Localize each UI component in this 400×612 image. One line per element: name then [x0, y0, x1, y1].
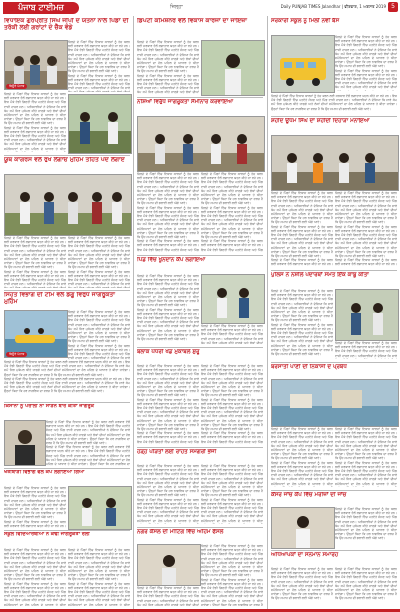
- story-headline: ਨਗਰ ਕੌਂਸਲ ਦੀ ਮੀਟਿੰਗ ਵਿੱਚ ਅਹਿਮ ਫੈਸਲੇ: [137, 529, 224, 535]
- story-body: ਜ਼ਿਲ੍ਹੇ ਦੇ ਪਿੰਡਾਂ ਵਿੱਚ ਵਿਕਾਸ ਕਾਰਜਾਂ ਨੂੰ ਤੇਜ਼ ਕਰਨ ਲਈ ਸਰਕਾਰ ਵੱਲੋਂ ਲਗਾਤਾਰ ਯਤਨ ਕੀਤੇ ਜਾ ਰਹੇ ਹਨ। ਇਸ ਮੌਕੇ ਵੱਡੀ ਗਿਣਤੀ ਵਿੱਚ ਪਤਵੰਤੇ ਸੱਜਣ ਅਤੇ ਪਿੰਡ ਵਾਸੀ ਹਾਜ਼ਰ ਸਨ। ਅਧਿਕਾਰੀਆਂ ਨੇ ਦੱਸਿਆ ਕਿ ਸਾਰੇ ਕੰਮ ਸਮੇਂ ਸਿਰ ਮੁਕੰਮਲ ਕੀਤੇ ਜਾਣਗੇ ਅਤੇ ਲੋਕਾਂ ਦੀਆਂ ਸਮੱਸਿਆਵਾਂ ਦਾ ਹੱਲ ਪਹਿਲ ਦੇ ਆਧਾਰ ਤੇ ਕੀਤਾ ਜਾਵੇਗਾ। ਉਨ੍ਹਾਂ ਕਿਹਾ ਕਿ ਹਰ ਨਾਗਰਿਕ ਦਾ ਫਰਜ਼ ਹੈ ਕਿ ਉਹ ਸਮਾਜ ਦੀ ਭਲਾਈ ਲਈ ਅੱਗੇ ਆਵੇ। ਜ਼ਿਲ੍ਹੇ ਦੇ ਪਿੰਡਾਂ ਵਿੱਚ ਵਿਕਾਸ ਕਾਰਜਾਂ ਨੂੰ ਤੇਜ਼ ਕਰਨ ਲਈ ਸਰਕਾਰ ਵੱਲੋਂ ਲਗਾਤਾਰ ਯਤਨ ਕੀਤੇ ਜਾ ਰਹੇ ਹਨ। ਇਸ ਮੌਕੇ ਵੱਡੀ ਗਿਣਤੀ ਵਿੱਚ ਪਤਵੰਤੇ ਸੱਜਣ ਅਤੇ ਪਿੰਡ ਵਾਸੀ ਹਾਜ਼ਰ ਸਨ। ਅਧਿਕਾਰੀਆਂ ਨੇ ਦੱਸਿਆ ਕਿ ਸਾਰੇ ਕੰਮ ਸਮੇਂ ਸਿਰ ਮੁਕੰਮਲ ਕੀਤੇ ਜਾਣਗੇ ਅਤੇ ਲੋਕਾਂ ਦੀਆਂ ਸਮੱਸਿਆਵਾਂ ਦਾ ਹੱਲ ਪਹਿਲ ਦੇ ਆਧਾਰ ਤੇ ਕੀਤਾ: [4, 548, 66, 606]
- story-headline: ਬਰਸਾਤੀ ਪਾਣੀ ਦੀ ਨਿਕਾਸੀ ਦੇ ਪ੍ਰਬੰਧ: [271, 364, 347, 370]
- story-body: ਜ਼ਿਲ੍ਹੇ ਦੇ ਪਿੰਡਾਂ ਵਿੱਚ ਵਿਕਾਸ ਕਾਰਜਾਂ ਨੂੰ ਤੇਜ਼ ਕਰਨ ਲਈ ਸਰਕਾਰ ਵੱਲੋਂ ਲਗਾਤਾਰ ਯਤਨ ਕੀਤੇ ਜਾ ਰਹੇ ਹਨ। ਇਸ ਮੌਕੇ ਵੱਡੀ ਗਿਣਤੀ ਵਿੱਚ ਪਤਵੰਤੇ ਸੱਜਣ ਅਤੇ ਪਿੰਡ ਵਾਸੀ ਹਾਜ਼ਰ ਸਨ। ਅਧਿਕਾਰੀਆਂ ਨੇ ਦੱਸਿਆ ਕਿ ਸਾਰੇ ਕੰਮ ਸਮੇਂ ਸਿਰ ਮੁਕੰਮਲ ਕੀਤੇ ਜਾਣਗੇ ਅਤੇ ਲੋਕਾਂ ਦੀਆਂ ਸਮੱਸਿਆਵਾਂ ਦਾ ਹੱਲ ਪਹਿਲ ਦੇ ਆਧਾਰ ਤੇ ਕੀਤਾ ਜਾਵੇਗਾ। ਉਨ੍ਹਾਂ ਕਿਹਾ ਕਿ ਹਰ ਨਾਗਰਿਕ ਦਾ ਫਰਜ਼ ਹੈ ਕਿ ਉਹ ਸਮਾਜ ਦੀ ਭਲਾਈ ਲਈ ਅੱਗੇ ਆਵੇ। ਜ਼ਿਲ੍ਹੇ ਦੇ ਪਿੰਡਾਂ ਵਿੱਚ ਵਿਕਾਸ ਕਾਰਜਾਂ ਨੂੰ ਤੇਜ਼ ਕਰਨ ਲਈ ਸਰਕਾਰ ਵੱਲੋਂ ਲਗਾਤਾਰ ਯਤਨ ਕੀਤੇ ਜਾ ਰਹੇ ਹਨ। ਇਸ ਮੌਕੇ ਵੱਡੀ ਗਿਣਤੀ ਵਿੱਚ ਪਤਵੰਤੇ ਸੱਜਣ ਅਤੇ ਪਿੰਡ ਵਾਸੀ ਹਾਜ਼ਰ ਸਨ। ਅਧਿਕਾਰੀਆਂ ਨੇ ਦੱਸਿਆ ਕਿ ਸਾਰੇ ਕੰਮ ਸਮੇਂ ਸਿਰ ਮੁਕੰਮਲ ਕੀਤੇ ਜਾਣਗੇ ਅਤੇ ਲੋਕਾਂ ਦੀਆਂ ਸਮੱਸਿਆਵਾਂ ਦਾ ਹੱਲ ਪਹਿਲ ਦੇ ਆਧਾਰ ਤੇ ਕੀਤਾ ਜਾਵੇਗਾ। ਉਨ੍ਹਾਂ ਕਿਹਾ ਕਿ ਹਰ ਨਾਗਰਿਕ ਦਾ: [46, 420, 130, 466]
- story-body: ਜ਼ਿਲ੍ਹੇ ਦੇ ਪਿੰਡਾਂ ਵਿੱਚ ਵਿਕਾਸ ਕਾਰਜਾਂ ਨੂੰ ਤੇਜ਼ ਕਰਨ ਲਈ ਸਰਕਾਰ ਵੱਲੋਂ ਲਗਾਤਾਰ ਯਤਨ ਕੀਤੇ ਜਾ ਰਹੇ ਹਨ। ਇਸ ਮੌਕੇ ਵੱਡੀ ਗਿਣਤੀ ਵਿੱਚ ਪਤਵੰਤੇ ਸੱਜਣ ਅਤੇ ਪਿੰਡ ਵਾਸੀ ਹਾਜ਼ਰ ਸਨ। ਅਧਿਕਾਰੀਆਂ ਨੇ ਦੱਸਿਆ ਕਿ ਸਾਰੇ ਕੰਮ ਸਮੇਂ ਸਿਰ ਮੁਕੰਮਲ ਕੀਤੇ ਜਾਣਗੇ ਅਤੇ ਲੋਕਾਂ ਦੀਆਂ ਸਮੱਸਿਆਵਾਂ ਦਾ ਹੱਲ ਪਹਿਲ ਦੇ ਆਧਾਰ ਤੇ ਕੀਤਾ ਜਾਵੇਗਾ। ਉਨ੍ਹਾਂ ਕਿਹਾ ਕਿ ਹਰ ਨਾਗਰਿਕ ਦਾ ਫਰਜ਼ ਹੈ ਕਿ ਉਹ ਸਮਾਜ ਦੀ ਭਲਾਈ ਲਈ ਅੱਗੇ ਆਵੇ। ਜ਼ਿਲ੍ਹੇ ਦੇ ਪਿੰਡਾਂ ਵਿੱਚ ਵਿਕਾਸ ਕਾਰਜਾਂ ਨੂੰ ਤੇਜ਼ ਕਰਨ ਲਈ ਸਰਕਾਰ ਵੱਲੋਂ ਲਗਾਤਾਰ ਯਤਨ ਕੀਤੇ ਜਾ ਰਹੇ ਹਨ। ਇਸ ਮੌਕੇ ਵੱਡੀ ਗਿਣਤੀ ਵਿੱਚ ਪਤਵੰਤੇ ਸੱਜਣ ਅਤੇ ਪਿੰਡ ਵਾਸੀ ਹਾਜ਼ਰ ਸਨ। ਅਧਿਕਾਰੀਆਂ ਨੇ ਦੱਸਿਆ ਕਿ ਸਾਰੇ ਕੰਮ ਸਮੇਂ ਸਿਰ ਮੁਕੰਮਲ ਕੀਤੇ ਜਾਣਗੇ ਅਤੇ ਲੋਕਾਂ ਦੀਆਂ ਸਮੱਸਿਆਵਾਂ ਦਾ ਹੱਲ ਪਹਿਲ ਦੇ ਆਧਾਰ ਤੇ ਕੀਤਾ: [68, 548, 130, 606]
- story-body: ਜ਼ਿਲ੍ਹੇ ਦੇ ਪਿੰਡਾਂ ਵਿੱਚ ਵਿਕਾਸ ਕਾਰਜਾਂ ਨੂੰ ਤੇਜ਼ ਕਰਨ ਲਈ ਸਰਕਾਰ ਵੱਲੋਂ ਲਗਾਤਾਰ ਯਤਨ ਕੀਤੇ ਜਾ ਰਹੇ ਹਨ। ਇਸ ਮੌਕੇ ਵੱਡੀ ਗਿਣਤੀ ਵਿੱਚ ਪਤਵੰਤੇ ਸੱਜਣ ਅਤੇ ਪਿੰਡ ਵਾਸੀ ਹਾਜ਼ਰ ਸਨ। ਅਧਿਕਾਰੀਆਂ ਨੇ ਦੱਸਿਆ ਕਿ ਸਾਰੇ ਕੰਮ ਸਮੇਂ ਸਿਰ ਮੁਕੰਮਲ ਕੀਤੇ ਜਾਣਗੇ ਅਤੇ ਲੋਕਾਂ ਦੀਆਂ: [137, 586, 199, 606]
- news-photo: [137, 544, 201, 586]
- news-photo: [4, 420, 46, 466]
- story-headline: ਖੇਤੀਬਾੜੀ ਵਿਭਾਗ ਵੱਲੋਂ ਕੈਂਪ ਲਗਾਇਆ ਗਿਆ: [4, 470, 85, 475]
- story-headline: ਨਸ਼ਿਆਂ ਵਿਰੁੱਧ ਜਾਗਰੂਕਤਾ ਸੈਮੀਨਾਰ ਕਰਵਾਇਆ: [137, 99, 234, 105]
- story-body: ਜ਼ਿਲ੍ਹੇ ਦੇ ਪਿੰਡਾਂ ਵਿੱਚ ਵਿਕਾਸ ਕਾਰਜਾਂ ਨੂੰ ਤੇਜ਼ ਕਰਨ ਲਈ ਸਰਕਾਰ ਵੱਲੋਂ ਲਗਾਤਾਰ ਯਤਨ ਕੀਤੇ ਜਾ ਰਹੇ ਹਨ। ਇਸ ਮੌਕੇ ਵੱਡੀ ਗਿਣਤੀ ਵਿੱਚ ਪਤਵੰਤੇ ਸੱਜਣ ਅਤੇ ਪਿੰਡ ਵਾਸੀ ਹਾਜ਼ਰ ਸਨ। ਅਧਿਕਾਰੀਆਂ ਨੇ ਦੱਸਿਆ ਕਿ ਸਾਰੇ ਕੰਮ ਸਮੇਂ ਸਿਰ ਮੁਕੰਮਲ ਕੀਤੇ ਜਾਣਗੇ ਅਤੇ ਲੋਕਾਂ ਦੀਆਂ ਸਮੱਸਿਆਵਾਂ ਦਾ ਹੱਲ ਪਹਿਲ ਦੇ ਆਧਾਰ ਤੇ ਕੀਤਾ ਜਾਵੇਗਾ। ਉਨ੍ਹਾਂ ਕਿਹਾ ਕਿ ਹਰ ਨਾਗਰਿਕ ਦਾ ਫਰਜ਼ ਹੈ ਕਿ ਉਹ ਸਮਾਜ ਦੀ ਭਲਾਈ ਲਈ ਅੱਗੇ ਆਵੇ। ਜ਼ਿਲ੍ਹੇ ਦੇ ਪਿੰਡਾਂ ਵਿੱਚ ਵਿਕਾਸ ਕਾਰਜਾਂ ਨੂੰ ਤੇਜ਼ ਕਰਨ ਲਈ ਸਰਕਾਰ ਵੱਲੋਂ ਲਗਾਤਾਰ ਯਤਨ ਕੀਤੇ ਜਾ ਰਹੇ ਹਨ। ਇਸ ਮੌਕੇ ਵੱਡੀ ਗਿਣਤੀ ਵਿੱਚ ਪਤਵੰਤੇ ਸੱਜਣ ਅਤੇ ਪਿੰਡ ਵਾਸੀ ਹਾਜ਼ਰ ਸਨ। ਅਧਿਕਾਰੀਆਂ ਨੇ ਦੱਸਿਆ ਕਿ ਸਾਰੇ ਕੰਮ ਸਮੇਂ ਸਿਰ ਮੁਕੰਮਲ ਕੀਤੇ ਜਾਣਗੇ ਅਤੇ ਲੋਕਾਂ ਦੀਆਂ ਸਮੱਸਿਆਵਾਂ ਦਾ ਹੱਲ ਪਹਿਲ ਦੇ ਆਧਾਰ ਤੇ ਕੀਤਾ ਜਾਵੇਗਾ। ਉਨ੍ਹਾਂ ਕਿਹਾ ਕਿ ਹਰ ਨਾਗਰਿਕ ਦਾ ਫਰਜ਼ ਹੈ ਕਿ ਉਹ ਸਮਾਜ ਦੀ ਭਲਾਈ ਲਈ ਅੱਗੇ ਆਵੇ।: [137, 274, 199, 342]
- story-body: ਜ਼ਿਲ੍ਹੇ ਦੇ ਪਿੰਡਾਂ ਵਿੱਚ ਵਿਕਾਸ ਕਾਰਜਾਂ ਨੂੰ ਤੇਜ਼ ਕਰਨ ਲਈ ਸਰਕਾਰ ਵੱਲੋਂ ਲਗਾਤਾਰ ਯਤਨ ਕੀਤੇ ਜਾ ਰਹੇ ਹਨ। ਇਸ ਮੌਕੇ ਵੱਡੀ ਗਿਣਤੀ ਵਿੱਚ ਪਤਵੰਤੇ ਸੱਜਣ ਅਤੇ ਪਿੰਡ ਵਾਸੀ ਹਾਜ਼ਰ ਸਨ। ਅਧਿਕਾਰੀਆਂ ਨੇ ਦੱਸਿਆ ਕਿ ਸਾਰੇ ਕੰਮ ਸਮੇਂ ਸਿਰ ਮੁਕੰਮਲ ਕੀਤੇ ਜਾਣਗੇ ਅਤੇ ਲੋਕਾਂ ਦੀਆਂ ਸਮੱਸਿਆਵਾਂ ਦਾ ਹੱਲ ਪਹਿਲ ਦੇ ਆਧਾਰ ਤੇ ਕੀਤਾ ਜਾਵੇਗਾ। ਉਨ੍ਹਾਂ ਕਿਹਾ ਕਿ ਹਰ ਨਾਗਰਿਕ ਦਾ ਫਰਜ਼ ਹੈ ਕਿ ਉਹ ਸਮਾਜ ਦੀ ਭਲਾਈ ਲਈ ਅੱਗੇ ਆਵੇ।: [271, 567, 333, 601]
- story-body: ਜ਼ਿਲ੍ਹੇ ਦੇ ਪਿੰਡਾਂ ਵਿੱਚ ਵਿਕਾਸ ਕਾਰਜਾਂ ਨੂੰ ਤੇਜ਼ ਕਰਨ ਲਈ ਸਰਕਾਰ ਵੱਲੋਂ ਲਗਾਤਾਰ ਯਤਨ ਕੀਤੇ ਜਾ ਰਹੇ ਹਨ। ਇਸ ਮੌਕੇ ਵੱਡੀ ਗਿਣਤੀ ਵਿੱਚ ਪਤਵੰਤੇ ਸੱਜਣ ਅਤੇ ਪਿੰਡ ਵਾਸੀ ਹਾਜ਼ਰ ਸਨ। ਅਧਿਕਾਰੀਆਂ ਨੇ ਦੱਸਿਆ ਕਿ ਸਾਰੇ ਕੰਮ ਸਮੇਂ ਸਿਰ ਮੁਕੰਮਲ ਕੀਤੇ ਜਾਣਗੇ ਅਤੇ ਲੋਕਾਂ ਦੀਆਂ ਸਮੱਸਿਆਵਾਂ ਦਾ ਹੱਲ ਪਹਿਲ ਦੇ ਆਧਾਰ ਤੇ ਕੀਤਾ ਜਾਵੇਗਾ। ਉਨ੍ਹਾਂ ਕਿਹਾ ਕਿ ਹਰ ਨਾਗਰਿਕ ਦਾ ਫਰਜ਼ ਹੈ ਕਿ ਉਹ ਸਮਾਜ ਦੀ ਭਲਾਈ ਲਈ ਅੱਗੇ ਆਵੇ। ਜ਼ਿਲ੍ਹੇ ਦੇ ਪਿੰਡਾਂ ਵਿੱਚ ਵਿਕਾਸ ਕਾਰਜਾਂ ਨੂੰ ਤੇਜ਼ ਕਰਨ ਲਈ ਸਰਕਾਰ ਵੱਲੋਂ ਲਗਾਤਾਰ ਯਤਨ ਕੀਤੇ ਜਾ ਰਹੇ ਹਨ। ਇਸ ਮੌਕੇ ਵੱਡੀ ਗਿਣਤੀ ਵਿੱਚ ਪਤਵੰਤੇ ਸੱਜਣ ਅਤੇ ਪਿੰਡ ਵਾਸੀ ਹਾਜ਼ਰ ਸਨ। ਅਧਿਕਾਰੀਆਂ ਨੇ ਦੱਸਿਆ ਕਿ ਸਾਰੇ ਕੰਮ ਸਮੇਂ ਸਿਰ ਮੁਕੰਮਲ ਕੀਤੇ ਜਾਣਗੇ ਅਤੇ ਲੋਕਾਂ ਦੀਆਂ ਸਮੱਸਿਆਵਾਂ ਦਾ ਹੱਲ ਪਹਿਲ ਦੇ ਆਧਾਰ ਤੇ ਕੀਤਾ ਜਾਵੇਗਾ। ਉਨ੍ਹਾਂ ਕਿਹਾ ਕਿ ਹਰ ਨਾਗਰਿਕ ਦਾ ਫਰਜ਼ ਹੈ ਕਿ ਉਹ ਸਮਾਜ ਦੀ ਭਲਾਈ ਲਈ ਅੱਗੇ ਆਵੇ। ਜ਼ਿਲ੍ਹੇ ਦੇ ਪਿੰਡਾਂ ਵਿੱਚ ਵਿਕਾਸ ਕਾਰਜਾਂ ਨੂੰ ਤੇਜ਼ ਕਰਨ ਲਈ ਸਰਕਾਰ ਵੱਲੋਂ ਲਗਾਤਾਰ ਯਤਨ ਕੀਤੇ ਜਾ ਰਹੇ ਹਨ। ਇਸ ਮੌਕੇ ਵੱਡੀ ਗਿਣਤੀ ਵਿੱਚ ਪਤਵੰਤੇ ਸੱਜਣ ਅਤੇ ਪਿੰਡ: [201, 172, 263, 252]
- story-headline: ਸਕੂਲ ਵਿਦਿਆਰਥੀਆਂ ਨੇ ਕੱਢੀ ਜਾਗਰੂਕਤਾ ਰੈਲੀ: [4, 532, 90, 537]
- story-headline: ਕਿਸਾਨਾਂ ਨੂੰ ਪਰਾਲੀ ਨਾ ਸਾੜਨ ਬਾਰੇ ਕੀਤਾ ਜਾਗਰੂਕ: [4, 404, 94, 409]
- story-divider: [4, 155, 130, 156]
- story-body: ਜ਼ਿਲ੍ਹੇ ਦੇ ਪਿੰਡਾਂ ਵਿੱਚ ਵਿਕਾਸ ਕਾਰਜਾਂ ਨੂੰ ਤੇਜ਼ ਕਰਨ ਲਈ ਸਰਕਾਰ ਵੱਲੋਂ ਲਗਾਤਾਰ ਯਤਨ ਕੀਤੇ ਜਾ ਰਹੇ ਹਨ। ਇਸ ਮੌਕੇ ਵੱਡੀ ਗਿਣਤੀ ਵਿੱਚ ਪਤਵੰਤੇ ਸੱਜਣ ਅਤੇ ਪਿੰਡ ਵਾਸੀ ਹਾਜ਼ਰ ਸਨ। ਅਧਿਕਾਰੀਆਂ ਨੇ ਦੱਸਿਆ ਕਿ ਸਾਰੇ ਕੰਮ ਸਮੇਂ ਸਿਰ ਮੁਕੰਮਲ ਕੀਤੇ ਜਾਣਗੇ ਅਤੇ ਲੋਕਾਂ ਦੀਆਂ ਸਮੱਸਿਆਵਾਂ ਦਾ ਹੱਲ ਪਹਿਲ ਦੇ ਆਧਾਰ ਤੇ ਕੀਤਾ ਜਾਵੇਗਾ। ਉਨ੍ਹਾਂ ਕਿਹਾ ਕਿ ਹਰ ਨਾਗਰਿਕ ਦਾ ਫਰਜ਼ ਹੈ ਕਿ ਉਹ ਸਮਾਜ ਦੀ ਭਲਾਈ ਲਈ ਅੱਗੇ ਆਵੇ। ਜ਼ਿਲ੍ਹੇ ਦੇ ਪਿੰਡਾਂ ਵਿੱਚ ਵਿਕਾਸ ਕਾਰਜਾਂ ਨੂੰ ਤੇਜ਼ ਕਰਨ ਲਈ ਸਰਕਾਰ ਵੱਲੋਂ ਲਗਾਤਾਰ ਯਤਨ ਕੀਤੇ ਜਾ ਰਹੇ ਹਨ। ਇਸ ਮੌਕੇ ਵੱਡੀ ਗਿਣਤੀ ਵਿੱਚ ਪਤਵੰਤੇ ਸੱਜਣ ਅਤੇ ਪਿੰਡ ਵਾਸੀ ਹਾਜ਼ਰ ਸਨ। ਅਧਿਕਾਰੀਆਂ ਨੇ ਦੱਸਿਆ ਕਿ ਸਾਰੇ ਕੰਮ ਸਮੇਂ ਸਿਰ ਮੁਕੰਮਲ ਕੀਤੇ ਜਾਣਗੇ ਅਤੇ ਲੋਕਾਂ ਦੀਆਂ ਸਮੱਸਿਆਵਾਂ ਦਾ ਹੱਲ ਪਹਿਲ ਦੇ ਆਧਾਰ ਤੇ ਕੀਤਾ ਜਾਵੇਗਾ। ਉਨ੍ਹਾਂ ਕਿਹਾ ਕਿ ਹਰ ਨਾਗਰਿਕ ਦਾ ਫਰਜ਼ ਹੈ ਕਿ ਉਹ ਸਮਾਜ ਦੀ ਭਲਾਈ ਲਈ ਅੱਗੇ ਆਵੇ। ਜ਼ਿਲ੍ਹੇ ਦੇ ਪਿੰਡਾਂ ਵਿੱਚ ਵਿਕਾਸ ਕਾਰਜਾਂ ਨੂੰ ਤੇਜ਼ ਕਰਨ ਲਈ ਸਰਕਾਰ ਵੱਲੋਂ ਲਗਾਤਾਰ ਯਤਨ ਕੀਤੇ ਜਾ ਰਹੇ ਹਨ। ਇਸ ਮੌਕੇ ਵੱਡੀ ਗਿਣਤੀ ਵਿੱਚ ਪਤਵੰਤੇ ਸੱਜਣ ਅਤੇ ਪਿੰਡ: [137, 172, 199, 252]
- story-body: ਜ਼ਿਲ੍ਹੇ ਦੇ ਪਿੰਡਾਂ ਵਿੱਚ ਵਿਕਾਸ ਕਾਰਜਾਂ ਨੂੰ ਤੇਜ਼ ਕਰਨ ਲਈ ਸਰਕਾਰ ਵੱਲੋਂ ਲਗਾਤਾਰ ਯਤਨ ਕੀਤੇ ਜਾ ਰਹੇ ਹਨ। ਇਸ ਮੌਕੇ ਵੱਡੀ ਗਿਣਤੀ ਵਿੱਚ ਪਤਵੰਤੇ ਸੱਜਣ ਅਤੇ ਪਿੰਡ ਵਾਸੀ ਹਾਜ਼ਰ ਸਨ। ਅਧਿਕਾਰੀਆਂ ਨੇ ਦੱਸਿਆ ਕਿ ਸਾਰੇ ਕੰਮ ਸਮੇਂ ਸਿਰ ਮੁਕੰਮਲ ਕੀਤੇ ਜਾਣਗੇ ਅਤੇ ਲੋਕਾਂ ਦੀਆਂ ਸਮੱਸਿਆਵਾਂ ਦਾ ਹੱਲ ਪਹਿਲ ਦੇ ਆਧਾਰ ਤੇ ਕੀਤਾ ਜਾਵੇਗਾ। ਉਨ੍ਹਾਂ ਕਿਹਾ ਕਿ ਹਰ ਨਾਗਰਿਕ ਦਾ ਫਰਜ਼ ਹੈ ਕਿ ਉਹ ਸਮਾਜ ਦੀ ਭਲਾਈ ਲਈ ਅੱਗੇ ਆਵੇ। ਜ਼ਿਲ੍ਹੇ ਦੇ ਪਿੰਡਾਂ ਵਿੱਚ ਵਿਕਾਸ ਕਾਰਜਾਂ ਨੂੰ ਤੇਜ਼ ਕਰਨ ਲਈ ਸਰਕਾਰ ਵੱਲੋਂ ਲਗਾਤਾਰ ਯਤਨ ਕੀਤੇ ਜਾ ਰਹੇ ਹਨ। ਇਸ ਮੌਕੇ ਵੱਡੀ ਗਿਣਤੀ ਵਿੱਚ ਪਤਵੰਤੇ ਸੱਜਣ ਅਤੇ ਪਿੰਡ ਵਾਸੀ ਹਾਜ਼ਰ ਸਨ। ਅਧਿਕਾਰੀਆਂ ਨੇ ਦੱਸਿਆ ਕਿ ਸਾਰੇ ਕੰਮ ਸਮੇਂ ਸਿਰ ਮੁਕੰਮਲ ਕੀਤੇ ਜਾਣਗੇ ਅਤੇ ਲੋਕਾਂ ਦੀਆਂ ਸਮੱਸਿਆਵਾਂ ਦਾ ਹੱਲ ਪਹਿਲ ਦੇ ਆਧਾਰ ਤੇ ਕੀਤਾ ਜਾਵੇਗਾ। ਉਨ੍ਹਾਂ ਕਿਹਾ ਕਿ ਹਰ ਨਾਗਰਿਕ ਦਾ ਫਰਜ਼ ਹੈ ਕਿ ਉਹ ਸਮਾਜ ਦੀ ਭਲਾਈ ਲਈ ਅੱਗੇ ਆਵੇ।: [271, 289, 333, 357]
- news-photo: [4, 174, 132, 236]
- story-divider: [4, 402, 130, 403]
- story-headline: ਸਿਹਤ ਵਿਭਾਗ ਦੀ ਟੀਮ ਵੱਲੋਂ ਡੇਂਗੂ ਵਿਰੁੱਧ ਜਾਗਰੂਕਤਾ ਮੁਹਿੰਮ: [4, 292, 115, 305]
- story-headline: ਸ਼ਹੀਦ ਊਧਮ ਸਿੰਘ ਦਾ ਸ਼ਹੀਦੀ ਦਿਹਾੜਾ ਮਨਾਇਆ: [271, 118, 370, 124]
- story-divider: [137, 97, 263, 98]
- story-body: ਜ਼ਿਲ੍ਹੇ ਦੇ ਪਿੰਡਾਂ ਵਿੱਚ ਵਿਕਾਸ ਕਾਰਜਾਂ ਨੂੰ ਤੇਜ਼ ਕਰਨ ਲਈ ਸਰਕਾਰ ਵੱਲੋਂ ਲਗਾਤਾਰ ਯਤਨ ਕੀਤੇ ਜਾ ਰਹੇ ਹਨ। ਇਸ ਮੌਕੇ ਵੱਡੀ ਗਿਣਤੀ ਵਿੱਚ ਪਤਵੰਤੇ ਸੱਜਣ ਅਤੇ ਪਿੰਡ ਵਾਸੀ ਹਾਜ਼ਰ ਸਨ। ਅਧਿਕਾਰੀਆਂ ਨੇ ਦੱਸਿਆ ਕਿ ਸਾਰੇ ਕੰਮ ਸਮੇਂ ਸਿਰ ਮੁਕੰਮਲ ਕੀਤੇ ਜਾਣਗੇ ਅਤੇ ਲੋਕਾਂ ਦੀਆਂ ਸਮੱਸਿਆਵਾਂ ਦਾ ਹੱਲ ਪਹਿਲ ਦੇ ਆਧਾਰ ਤੇ ਕੀਤਾ ਜਾਵੇਗਾ। ਉਨ੍ਹਾਂ ਕਿਹਾ ਕਿ ਹਰ ਨਾਗਰਿਕ ਦਾ ਫਰਜ਼ ਹੈ ਕਿ ਉਹ ਸਮਾਜ ਦੀ ਭਲਾਈ ਲਈ ਅੱਗੇ ਆਵੇ।: [335, 507, 397, 541]
- story-body: ਜ਼ਿਲ੍ਹੇ ਦੇ ਪਿੰਡਾਂ ਵਿੱਚ ਵਿਕਾਸ ਕਾਰਜਾਂ ਨੂੰ ਤੇਜ਼ ਕਰਨ ਲਈ ਸਰਕਾਰ ਵੱਲੋਂ ਲਗਾਤਾਰ ਯਤਨ ਕੀਤੇ ਜਾ ਰਹੇ ਹਨ। ਇਸ ਮੌਕੇ ਵੱਡੀ ਗਿਣਤੀ ਵਿੱਚ ਪਤਵੰਤੇ ਸੱਜਣ ਅਤੇ ਪਿੰਡ ਵਾਸੀ ਹਾਜ਼ਰ ਸਨ। ਅਧਿਕਾਰੀਆਂ ਨੇ ਦੱਸਿਆ ਕਿ ਸਾਰੇ ਕੰਮ ਸਮੇਂ ਸਿਰ ਮੁਕੰਮਲ ਕੀਤੇ ਜਾਣਗੇ ਅਤੇ ਲੋਕਾਂ ਦੀਆਂ ਸਮੱਸਿਆਵਾਂ ਦਾ ਹੱਲ ਪਹਿਲ ਦੇ ਆਧਾਰ ਤੇ ਕੀਤਾ ਜਾਵੇਗਾ। ਉਨ੍ਹਾਂ ਕਿਹਾ ਕਿ ਹਰ ਨਾਗਰਿਕ ਦਾ ਫਰਜ਼ ਹੈ ਕਿ ਉਹ ਸਮਾਜ ਦੀ ਭਲਾਈ ਲਈ ਅੱਗੇ ਆਵੇ। ਜ਼ਿਲ੍ਹੇ ਦੇ ਪਿੰਡਾਂ ਵਿੱਚ ਵਿਕਾਸ ਕਾਰਜਾਂ ਨੂੰ ਤੇਜ਼ ਕਰਨ ਲਈ ਸਰਕਾਰ ਵੱਲੋਂ ਲਗਾਤਾਰ ਯਤਨ ਕੀਤੇ ਜਾ ਰਹੇ ਹਨ।: [4, 486, 66, 528]
- story-headline: ਸਰਕਾਰੀ ਸਕੂਲ ਨੂੰ ਮਿਲੀ ਨਵੀਂ ਬੱਸ: [271, 18, 340, 24]
- story-divider: [271, 490, 397, 491]
- news-photo: [68, 486, 132, 530]
- story-headline: ਪਿੰਡ ਵਿੱਚ ਖੂਨਦਾਨ ਕੈਂਪ ਲਗਾਇਆ: [137, 257, 206, 263]
- story-body: ਜ਼ਿਲ੍ਹੇ ਦੇ ਪਿੰਡਾਂ ਵਿੱਚ ਵਿਕਾਸ ਕਾਰਜਾਂ ਨੂੰ ਤੇਜ਼ ਕਰਨ ਲਈ ਸਰਕਾਰ ਵੱਲੋਂ ਲਗਾਤਾਰ ਯਤਨ ਕੀਤੇ ਜਾ ਰਹੇ ਹਨ। ਇਸ ਮੌਕੇ ਵੱਡੀ ਗਿਣਤੀ ਵਿੱਚ ਪਤਵੰਤੇ ਸੱਜਣ ਅਤੇ ਪਿੰਡ ਵਾਸੀ ਹਾਜ਼ਰ ਸਨ। ਅਧਿਕਾਰੀਆਂ ਨੇ ਦੱਸਿਆ ਕਿ ਸਾਰੇ ਕੰਮ ਸਮੇਂ ਸਿਰ ਮੁਕੰਮਲ ਕੀਤੇ ਜਾਣਗੇ ਅਤੇ ਲੋਕਾਂ ਦੀਆਂ ਸਮੱਸਿਆਵਾਂ ਦਾ ਹੱਲ ਪਹਿਲ ਦੇ ਆਧਾਰ ਤੇ ਕੀਤਾ ਜਾਵੇਗਾ। ਉਨ੍ਹਾਂ ਕਿਹਾ ਕਿ ਹਰ ਨਾਗਰਿਕ ਦਾ ਫਰਜ਼ ਹੈ ਕਿ ਉਹ ਸਮਾਜ ਦੀ ਭਲਾਈ ਲਈ ਅੱਗੇ ਆਵੇ। ਜ਼ਿਲ੍ਹੇ ਦੇ ਪਿੰਡਾਂ ਵਿੱਚ ਵਿਕਾਸ ਕਾਰਜਾਂ ਨੂੰ ਤੇਜ਼ ਕਰਨ ਲਈ ਸਰਕਾਰ ਵੱਲੋਂ ਲਗਾਤਾਰ ਯਤਨ ਕੀਤੇ ਜਾ ਰਹੇ ਹਨ। ਇਸ ਮੌਕੇ ਵੱਡੀ ਗਿਣਤੀ ਵਿੱਚ ਪਤਵੰਤੇ ਸੱਜਣ ਅਤੇ ਪਿੰਡ ਵਾਸੀ ਹਾਜ਼ਰ ਸਨ। ਅਧਿਕਾਰੀਆਂ ਨੇ ਦੱਸਿਆ ਕਿ ਸਾਰੇ ਕੰਮ ਸਮੇਂ ਸਿਰ ਮੁਕੰਮਲ ਕੀਤੇ ਜਾਣਗੇ ਅਤੇ ਲੋਕਾਂ ਦੀਆਂ: [137, 40, 199, 94]
- story-body: ਜ਼ਿਲ੍ਹੇ ਦੇ ਪਿੰਡਾਂ ਵਿੱਚ ਵਿਕਾਸ ਕਾਰਜਾਂ ਨੂੰ ਤੇਜ਼ ਕਰਨ ਲਈ ਸਰਕਾਰ ਵੱਲੋਂ ਲਗਾਤਾਰ ਯਤਨ ਕੀਤੇ ਜਾ ਰਹੇ ਹਨ। ਇਸ ਮੌਕੇ ਵੱਡੀ ਗਿਣਤੀ ਵਿੱਚ ਪਤਵੰਤੇ ਸੱਜਣ ਅਤੇ ਪਿੰਡ ਵਾਸੀ ਹਾਜ਼ਰ ਸਨ। ਅਧਿਕਾਰੀਆਂ ਨੇ ਦੱਸਿਆ ਕਿ ਸਾਰੇ ਕੰਮ ਸਮੇਂ ਸਿਰ ਮੁਕੰਮਲ ਕੀਤੇ ਜਾਣਗੇ ਅਤੇ ਲੋਕਾਂ ਦੀਆਂ ਸਮੱਸਿਆਵਾਂ ਦਾ ਹੱਲ ਪਹਿਲ ਦੇ ਆਧਾਰ ਤੇ ਕੀਤਾ ਜਾਵੇਗਾ। ਉਨ੍ਹਾਂ ਕਿਹਾ ਕਿ ਹਰ ਨਾਗਰਿਕ ਦਾ ਫਰਜ਼ ਹੈ ਕਿ ਉਹ ਸਮਾਜ ਦੀ ਭਲਾਈ ਲਈ ਅੱਗੇ ਆਵੇ।: [271, 94, 397, 111]
- story-body: ਜ਼ਿਲ੍ਹੇ ਦੇ ਪਿੰਡਾਂ ਵਿੱਚ ਵਿਕਾਸ ਕਾਰਜਾਂ ਨੂੰ ਤੇਜ਼ ਕਰਨ ਲਈ ਸਰਕਾਰ ਵੱਲੋਂ ਲਗਾਤਾਰ ਯਤਨ ਕੀਤੇ ਜਾ ਰਹੇ ਹਨ। ਇਸ ਮੌਕੇ ਵੱਡੀ ਗਿਣਤੀ ਵਿੱਚ ਪਤਵੰਤੇ ਸੱਜਣ ਅਤੇ ਪਿੰਡ ਵਾਸੀ ਹਾਜ਼ਰ ਸਨ। ਅਧਿਕਾਰੀਆਂ ਨੇ ਦੱਸਿਆ ਕਿ ਸਾਰੇ ਕੰਮ ਸਮੇਂ ਸਿਰ ਮੁਕੰਮਲ ਕੀਤੇ ਜਾਣਗੇ ਅਤੇ ਲੋਕਾਂ ਦੀਆਂ ਸਮੱਸਿਆਵਾਂ ਦਾ ਹੱਲ ਪਹਿਲ ਦੇ ਆਧਾਰ ਤੇ ਕੀਤਾ ਜਾਵੇਗਾ। ਉਨ੍ਹਾਂ ਕਿਹਾ ਕਿ ਹਰ ਨਾਗਰਿਕ ਦਾ ਫਰਜ਼ ਹੈ ਕਿ ਉਹ ਸਮਾਜ ਦੀ ਭਲਾਈ ਲਈ ਅੱਗੇ ਆਵੇ। ਜ਼ਿਲ੍ਹੇ ਦੇ ਪਿੰਡਾਂ ਵਿੱਚ ਵਿਕਾਸ ਕਾਰਜਾਂ ਨੂੰ ਤੇਜ਼ ਕਰਨ ਲਈ ਸਰਕਾਰ ਵੱਲੋਂ ਲਗਾਤਾਰ ਯਤਨ ਕੀਤੇ ਜਾ ਰਹੇ ਹਨ। ਇਸ ਮੌਕੇ ਵੱਡੀ ਗਿਣਤੀ ਵਿੱਚ ਪਤਵੰਤੇ ਸੱਜਣ ਅਤੇ ਪਿੰਡ ਵਾਸੀ ਹਾਜ਼ਰ ਸਨ। ਅਧਿਕਾਰੀਆਂ ਨੇ ਦੱਸਿਆ ਕਿ ਸਾਰੇ ਕੰਮ ਸਮੇਂ ਸਿਰ ਮੁਕੰਮਲ ਕੀਤੇ ਜਾਣਗੇ ਅਤੇ ਲੋਕਾਂ ਦੀਆਂ ਸਮੱਸਿਆਵਾਂ ਦਾ ਹੱਲ ਪਹਿਲ ਦੇ ਆਧਾਰ ਤੇ ਕੀਤਾ: [137, 464, 199, 523]
- story-body: ਜ਼ਿਲ੍ਹੇ ਦੇ ਪਿੰਡਾਂ ਵਿੱਚ ਵਿਕਾਸ ਕਾਰਜਾਂ ਨੂੰ ਤੇਜ਼ ਕਰਨ ਲਈ ਸਰਕਾਰ ਵੱਲੋਂ ਲਗਾਤਾਰ ਯਤਨ ਕੀਤੇ ਜਾ ਰਹੇ ਹਨ। ਇਸ ਮੌਕੇ ਵੱਡੀ ਗਿਣਤੀ ਵਿੱਚ ਪਤਵੰਤੇ ਸੱਜਣ ਅਤੇ ਪਿੰਡ ਵਾਸੀ ਹਾਜ਼ਰ ਸਨ। ਅਧਿਕਾਰੀਆਂ ਨੇ ਦੱਸਿਆ ਕਿ ਸਾਰੇ ਕੰਮ ਸਮੇਂ ਸਿਰ ਮੁਕੰਮਲ ਕੀਤੇ ਜਾਣਗੇ ਅਤੇ ਲੋਕਾਂ ਦੀਆਂ: [201, 324, 263, 344]
- page-number: 5: [388, 2, 398, 12]
- story-body: ਜ਼ਿਲ੍ਹੇ ਦੇ ਪਿੰਡਾਂ ਵਿੱਚ ਵਿਕਾਸ ਕਾਰਜਾਂ ਨੂੰ ਤੇਜ਼ ਕਰਨ ਲਈ ਸਰਕਾਰ ਵੱਲੋਂ ਲਗਾਤਾਰ ਯਤਨ ਕੀਤੇ ਜਾ ਰਹੇ ਹਨ। ਇਸ ਮੌਕੇ ਵੱਡੀ ਗਿਣਤੀ ਵਿੱਚ ਪਤਵੰਤੇ ਸੱਜਣ ਅਤੇ ਪਿੰਡ ਵਾਸੀ ਹਾਜ਼ਰ ਸਨ। ਅਧਿਕਾਰੀਆਂ ਨੇ ਦੱਸਿਆ ਕਿ ਸਾਰੇ ਕੰਮ ਸਮੇਂ ਸਿਰ ਮੁਕੰਮਲ ਕੀਤੇ ਜਾਣਗੇ ਅਤੇ ਲੋਕਾਂ ਦੀਆਂ ਸਮੱਸਿਆਵਾਂ ਦਾ ਹੱਲ ਪਹਿਲ ਦੇ ਆਧਾਰ ਤੇ ਕੀਤਾ ਜਾਵੇਗਾ। ਉਨ੍ਹਾਂ ਕਿਹਾ ਕਿ ਹਰ ਨਾਗਰਿਕ ਦਾ ਫਰਜ਼ ਹੈ ਕਿ ਉਹ ਸਮਾਜ ਦੀ ਭਲਾਈ ਲਈ ਅੱਗੇ ਆਵੇ। ਜ਼ਿਲ੍ਹੇ ਦੇ ਪਿੰਡਾਂ ਵਿੱਚ ਵਿਕਾਸ ਕਾਰਜਾਂ ਨੂੰ ਤੇਜ਼ ਕਰਨ ਲਈ ਸਰਕਾਰ ਵੱਲੋਂ ਲਗਾਤਾਰ ਯਤਨ ਕੀਤੇ ਜਾ ਰਹੇ ਹਨ। ਇਸ ਮੌਕੇ ਵੱਡੀ ਗਿਣਤੀ ਵਿੱਚ ਪਤਵੰਤੇ ਸੱਜਣ ਅਤੇ ਪਿੰਡ ਵਾਸੀ ਹਾਜ਼ਰ ਸਨ। ਅਧਿਕਾਰੀਆਂ ਨੇ ਦੱਸਿਆ ਕਿ ਸਾਰੇ ਕੰਮ ਸਮੇਂ ਸਿਰ ਮੁਕੰਮਲ ਕੀਤੇ ਜਾਣਗੇ ਅਤੇ ਲੋਕਾਂ ਦੀਆਂ ਸਮੱਸਿਆਵਾਂ ਦਾ ਹੱਲ ਪਹਿਲ ਦੇ ਆਧਾਰ ਤੇ ਕੀਤਾ: [271, 427, 333, 486]
- story-body: ਜ਼ਿਲ੍ਹੇ ਦੇ ਪਿੰਡਾਂ ਵਿੱਚ ਵਿਕਾਸ ਕਾਰਜਾਂ ਨੂੰ ਤੇਜ਼ ਕਰਨ ਲਈ ਸਰਕਾਰ ਵੱਲੋਂ ਲਗਾਤਾਰ ਯਤਨ ਕੀਤੇ ਜਾ ਰਹੇ ਹਨ। ਇਸ ਮੌਕੇ ਵੱਡੀ ਗਿਣਤੀ ਵਿੱਚ ਪਤਵੰਤੇ ਸੱਜਣ ਅਤੇ ਪਿੰਡ ਵਾਸੀ ਹਾਜ਼ਰ ਸਨ। ਅਧਿਕਾਰੀਆਂ ਨੇ ਦੱਸਿਆ ਕਿ ਸਾਰੇ ਕੰਮ ਸਮੇਂ ਸਿਰ ਮੁਕੰਮਲ ਕੀਤੇ ਜਾਣਗੇ ਅਤੇ ਲੋਕਾਂ ਦੀਆਂ ਸਮੱਸਿਆਵਾਂ ਦਾ ਹੱਲ ਪਹਿਲ ਦੇ ਆਧਾਰ ਤੇ ਕੀਤਾ ਜਾਵੇਗਾ। ਉਨ੍ਹਾਂ ਕਿਹਾ ਕਿ ਹਰ ਨਾਗਰਿਕ ਦਾ ਫਰਜ਼ ਹੈ ਕਿ ਉਹ ਸਮਾਜ ਦੀ ਭਲਾਈ ਲਈ ਅੱਗੇ ਆਵੇ। ਜ਼ਿਲ੍ਹੇ ਦੇ ਪਿੰਡਾਂ ਵਿੱਚ ਵਿਕਾਸ ਕਾਰਜਾਂ ਨੂੰ ਤੇਜ਼ ਕਰਨ ਲਈ ਸਰਕਾਰ ਵੱਲੋਂ ਲਗਾਤਾਰ ਯਤਨ ਕੀਤੇ ਜਾ ਰਹੇ ਹਨ। ਇਸ ਮੌਕੇ ਵੱਡੀ ਗਿਣਤੀ ਵਿੱਚ ਪਤਵੰਤੇ ਸੱਜਣ ਅਤੇ ਪਿੰਡ ਵਾਸੀ ਹਾਜ਼ਰ ਸਨ। ਅਧਿਕਾਰੀਆਂ ਨੇ ਦੱਸਿਆ ਕਿ ਸਾਰੇ ਕੰਮ ਸਮੇਂ ਸਿਰ ਮੁਕੰਮਲ ਕੀਤੇ ਜਾਣਗੇ ਅਤੇ ਲੋਕਾਂ ਦੀਆਂ ਸਮੱਸਿਆਵਾਂ ਦਾ ਹੱਲ ਪਹਿਲ ਦੇ ਆਧਾਰ ਤੇ ਕੀਤਾ ਜਾਵੇਗਾ। ਉਨ੍ਹਾਂ ਕਿਹਾ ਕਿ ਹਰ ਨਾਗਰਿਕ ਦਾ ਫਰਜ਼ ਹੈ ਕਿ ਉਹ ਸਮਾਜ ਦੀ ਭਲਾਈ ਲਈ ਅੱਗੇ ਆਵੇ। ਜ਼ਿਲ੍ਹੇ ਦੇ ਪਿੰਡਾਂ ਵਿੱਚ ਵਿਕਾਸ ਕਾਰਜਾਂ ਨੂੰ ਤੇਜ਼ ਕਰਨ ਲਈ ਸਰਕਾਰ ਵੱਲੋਂ ਲਗਾਤਾਰ ਯਤਨ ਕੀਤੇ ਜਾ ਰਹੇ ਹਨ। ਇਸ ਮੌਕੇ ਵੱਡੀ ਗਿਣਤੀ ਵਿੱਚ ਪਤਵੰਤੇ ਸੱਜਣ ਅਤੇ ਪਿੰਡ: [137, 364, 199, 444]
- top-bar: [0, 0, 400, 16]
- story-body: ਜ਼ਿਲ੍ਹੇ ਦੇ ਪਿੰਡਾਂ ਵਿੱਚ ਵਿਕਾਸ ਕਾਰਜਾਂ ਨੂੰ ਤੇਜ਼ ਕਰਨ ਲਈ ਸਰਕਾਰ ਵੱਲੋਂ ਲਗਾਤਾਰ ਯਤਨ ਕੀਤੇ ਜਾ ਰਹੇ ਹਨ। ਇਸ ਮੌਕੇ ਵੱਡੀ ਗਿਣਤੀ ਵਿੱਚ ਪਤਵੰਤੇ ਸੱਜਣ ਅਤੇ ਪਿੰਡ ਵਾਸੀ ਹਾਜ਼ਰ ਸਨ। ਅਧਿਕਾਰੀਆਂ ਨੇ ਦੱਸਿਆ ਕਿ ਸਾਰੇ ਕੰਮ ਸਮੇਂ ਸਿਰ ਮੁਕੰਮਲ ਕੀਤੇ ਜਾਣਗੇ ਅਤੇ ਲੋਕਾਂ ਦੀਆਂ ਸਮੱਸਿਆਵਾਂ ਦਾ ਹੱਲ ਪਹਿਲ ਦੇ ਆਧਾਰ ਤੇ ਕੀਤਾ ਜਾਵੇਗਾ। ਉਨ੍ਹਾਂ ਕਿਹਾ ਕਿ ਹਰ ਨਾਗਰਿਕ ਦਾ ਫਰਜ਼ ਹੈ ਕਿ ਉਹ ਸਮਾਜ ਦੀ ਭਲਾਈ ਲਈ ਅੱਗੇ ਆਵੇ। ਜ਼ਿਲ੍ਹੇ ਦੇ ਪਿੰਡਾਂ ਵਿੱਚ ਵਿਕਾਸ ਕਾਰਜਾਂ ਨੂੰ ਤੇਜ਼ ਕਰਨ ਲਈ ਸਰਕਾਰ ਵੱਲੋਂ ਲਗਾਤਾਰ ਯਤਨ ਕੀਤੇ ਜਾ ਰਹੇ ਹਨ। ਇਸ ਮੌਕੇ ਵੱਡੀ ਗਿਣਤੀ ਵਿੱਚ ਪਤਵੰਤੇ ਸੱਜਣ ਅਤੇ ਪਿੰਡ ਵਾਸੀ ਹਾਜ਼ਰ ਸਨ। ਅਧਿਕਾਰੀਆਂ ਨੇ ਦੱਸਿਆ ਕਿ ਸਾਰੇ ਕੰਮ ਸਮੇਂ ਸਿਰ ਮੁਕੰਮਲ ਕੀਤੇ ਜਾਣਗੇ ਅਤੇ ਲੋਕਾਂ ਦੀਆਂ ਸਮੱਸਿਆਵਾਂ ਦਾ ਹੱਲ ਪਹਿਲ ਦੇ ਆਧਾਰ ਤੇ ਕੀਤਾ: [335, 427, 397, 486]
- story-headline: ਹੜ੍ਹ ਪੀੜਤਾਂ ਲਈ ਰਾਹਤ ਸਮੱਗਰੀ ਭੇਜੀ: [137, 449, 217, 455]
- story-body: ਜ਼ਿਲ੍ਹੇ ਦੇ ਪਿੰਡਾਂ ਵਿੱਚ ਵਿਕਾਸ ਕਾਰਜਾਂ ਨੂੰ ਤੇਜ਼ ਕਰਨ ਲਈ ਸਰਕਾਰ ਵੱਲੋਂ ਲਗਾਤਾਰ ਯਤਨ ਕੀਤੇ ਜਾ ਰਹੇ ਹਨ। ਇਸ ਮੌਕੇ ਵੱਡੀ ਗਿਣਤੀ ਵਿੱਚ ਪਤਵੰਤੇ ਸੱਜਣ ਅਤੇ ਪਿੰਡ ਵਾਸੀ ਹਾਜ਼ਰ ਸਨ। ਅਧਿਕਾਰੀਆਂ ਨੇ ਦੱਸਿਆ ਕਿ ਸਾਰੇ ਕੰਮ ਸਮੇਂ ਸਿਰ ਮੁਕੰਮਲ ਕੀਤੇ ਜਾਣਗੇ ਅਤੇ ਲੋਕਾਂ ਦੀਆਂ ਸਮੱਸਿਆਵਾਂ ਦਾ ਹੱਲ ਪਹਿਲ ਦੇ ਆਧਾਰ ਤੇ ਕੀਤਾ ਜਾਵੇਗਾ। ਉਨ੍ਹਾਂ ਕਿਹਾ ਕਿ ਹਰ ਨਾਗਰਿਕ ਦਾ ਫਰਜ਼ ਹੈ ਕਿ ਉਹ ਸਮਾਜ ਦੀ ਭਲਾਈ ਲਈ ਅੱਗੇ ਆਵੇ। ਜ਼ਿਲ੍ਹੇ ਦੇ ਪਿੰਡਾਂ ਵਿੱਚ ਵਿਕਾਸ ਕਾਰਜਾਂ ਨੂੰ ਤੇਜ਼ ਕਰਨ ਲਈ ਸਰਕਾਰ ਵੱਲੋਂ ਲਗਾਤਾਰ ਯਤਨ ਕੀਤੇ ਜਾ ਰਹੇ ਹਨ। ਇਸ ਮੌਕੇ ਵੱਡੀ ਗਿਣਤੀ ਵਿੱਚ ਪਤਵੰਤੇ ਸੱਜਣ ਅਤੇ ਪਿੰਡ ਵਾਸੀ ਹਾਜ਼ਰ ਸਨ। ਅਧਿਕਾਰੀਆਂ ਨੇ ਦੱਸਿਆ ਕਿ ਸਾਰੇ: [4, 236, 66, 287]
- story-headline: ਪੁਲਿਸ ਨੇ ਨਸ਼ੀਲੇ ਪਦਾਰਥਾਂ ਸਮੇਤ ਇੱਕ ਕਾਬੂ ਕੀਤਾ: [271, 272, 369, 278]
- news-photo: [271, 135, 399, 191]
- news-photo: [137, 116, 265, 172]
- story-divider: [137, 347, 263, 348]
- running-head-date: Daily PUNJAB TIMES Jalandhar | ਵੀਰਵਾਰ, 1 ਅਗਸਤ 2019: [280, 4, 386, 9]
- story-body: ਜ਼ਿਲ੍ਹੇ ਦੇ ਪਿੰਡਾਂ ਵਿੱਚ ਵਿਕਾਸ ਕਾਰਜਾਂ ਨੂੰ ਤੇਜ਼ ਕਰਨ ਲਈ ਸਰਕਾਰ ਵੱਲੋਂ ਲਗਾਤਾਰ ਯਤਨ ਕੀਤੇ ਜਾ ਰਹੇ ਹਨ। ਇਸ ਮੌਕੇ ਵੱਡੀ ਗਿਣਤੀ ਵਿੱਚ ਪਤਵੰਤੇ ਸੱਜਣ ਅਤੇ ਪਿੰਡ ਵਾਸੀ ਹਾਜ਼ਰ ਸਨ। ਅਧਿਕਾਰੀਆਂ ਨੇ ਦੱਸਿਆ ਕਿ ਸਾਰੇ ਕੰਮ ਸਮੇਂ ਸਿਰ ਮੁਕੰਮਲ ਕੀਤੇ ਜਾਣਗੇ ਅਤੇ ਲੋਕਾਂ ਦੀਆਂ ਸਮੱਸਿਆਵਾਂ ਦਾ ਹੱਲ ਪਹਿਲ ਦੇ ਆਧਾਰ ਤੇ ਕੀਤਾ ਜਾਵੇਗਾ। ਉਨ੍ਹਾਂ ਕਿਹਾ ਕਿ ਹਰ ਨਾਗਰਿਕ ਦਾ ਫਰਜ਼ ਹੈ ਕਿ ਉਹ ਸਮਾਜ ਦੀ ਭਲਾਈ ਲਈ ਅੱਗੇ ਆਵੇ। ਜ਼ਿਲ੍ਹੇ ਦੇ ਪਿੰਡਾਂ ਵਿੱਚ ਵਿਕਾਸ ਕਾਰਜਾਂ ਨੂੰ ਤੇਜ਼ ਕਰਨ ਲਈ ਸਰਕਾਰ ਵੱਲੋਂ ਲਗਾਤਾਰ ਯਤਨ ਕੀਤੇ ਜਾ ਰਹੇ ਹਨ। ਇਸ ਮੌਕੇ ਵੱਡੀ ਗਿਣਤੀ ਵਿੱਚ ਪਤਵੰਤੇ ਸੱਜਣ ਅਤੇ ਪਿੰਡ ਵਾਸੀ ਹਾਜ਼ਰ ਸਨ। ਅਧਿਕਾਰੀਆਂ ਨੇ ਦੱਸਿਆ ਕਿ ਸਾਰੇ ਕੰਮ ਸਮੇਂ ਸਿਰ ਮੁਕੰਮਲ ਕੀਤੇ ਜਾਣਗੇ ਅਤੇ ਲੋਕਾਂ ਦੀਆਂ: [335, 35, 397, 90]
- story-headline: ਅਧਿਆਪਕਾਂ ਦਾ ਸਨਮਾਨ ਸਮਾਰੋਹ: [271, 552, 339, 558]
- story-divider: [271, 550, 397, 551]
- story-divider: [271, 362, 397, 363]
- section-label: ਜ਼ਿਲ੍ਹਾ: [170, 4, 183, 10]
- story-divider: [271, 116, 397, 117]
- story-body: ਜ਼ਿਲ੍ਹੇ ਦੇ ਪਿੰਡਾਂ ਵਿੱਚ ਵਿਕਾਸ ਕਾਰਜਾਂ ਨੂੰ ਤੇਜ਼ ਕਰਨ ਲਈ ਸਰਕਾਰ ਵੱਲੋਂ ਲਗਾਤਾਰ ਯਤਨ ਕੀਤੇ ਜਾ ਰਹੇ ਹਨ। ਇਸ ਮੌਕੇ ਵੱਡੀ ਗਿਣਤੀ ਵਿੱਚ ਪਤਵੰਤੇ ਸੱਜਣ ਅਤੇ ਪਿੰਡ ਵਾਸੀ ਹਾਜ਼ਰ ਸਨ। ਅਧਿਕਾਰੀਆਂ ਨੇ ਦੱਸਿਆ ਕਿ ਸਾਰੇ ਕੰਮ ਸਮੇਂ ਸਿਰ ਮੁਕੰਮਲ ਕੀਤੇ ਜਾਣਗੇ ਅਤੇ ਲੋਕਾਂ ਦੀਆਂ ਸਮੱਸਿਆਵਾਂ ਦਾ ਹੱਲ ਪਹਿਲ ਦੇ ਆਧਾਰ ਤੇ ਕੀਤਾ ਜਾਵੇਗਾ। ਉਨ੍ਹਾਂ ਕਿਹਾ ਕਿ ਹਰ ਨਾਗਰਿਕ ਦਾ ਫਰਜ਼ ਹੈ ਕਿ ਉਹ ਸਮਾਜ ਦੀ ਭਲਾਈ ਲਈ ਅੱਗੇ ਆਵੇ। ਜ਼ਿਲ੍ਹੇ ਦੇ ਪਿੰਡਾਂ ਵਿੱਚ ਵਿਕਾਸ ਕਾਰਜਾਂ ਨੂੰ ਤੇਜ਼ ਕਰਨ ਲਈ ਸਰਕਾਰ ਵੱਲੋਂ ਲਗਾਤਾਰ ਯਤਨ ਕੀਤੇ ਜਾ ਰਹੇ ਹਨ। ਇਸ ਮੌਕੇ ਵੱਡੀ ਗਿਣਤੀ ਵਿੱਚ ਪਤਵੰਤੇ ਸੱਜਣ ਅਤੇ ਪਿੰਡ ਵਾਸੀ ਹਾਜ਼ਰ ਸਨ। ਅਧਿਕਾਰੀਆਂ ਨੇ ਦੱਸਿਆ ਕਿ ਸਾਰੇ: [68, 236, 130, 287]
- story-headline: ਕੈਂਸਰ ਜਾਂਚ ਕੈਂਪ ਵਿੱਚ ਮਰੀਜ਼ਾਂ ਦੀ ਜਾਂਚ: [271, 492, 347, 498]
- story-headline: ਬਲਾਕ ਪੱਧਰੀ ਖੇਡ ਮੁਕਾਬਲੇ ਸ਼ੁਰੂ: [137, 349, 200, 355]
- news-photo: [201, 40, 265, 96]
- story-divider: [4, 468, 130, 469]
- story-headline: ਯੂਥ ਕਾਂਗਰਸ ਵੱਲੋਂ ਰੁੱਖ ਲਗਾਓ ਮੁਹਿੰਮ ਤਹਿਤ ਪੌਦੇ ਲਗਾਏ: [4, 157, 125, 163]
- story-body: ਜ਼ਿਲ੍ਹੇ ਦੇ ਪਿੰਡਾਂ ਵਿੱਚ ਵਿਕਾਸ ਕਾਰਜਾਂ ਨੂੰ ਤੇਜ਼ ਕਰਨ ਲਈ ਸਰਕਾਰ ਵੱਲੋਂ ਲਗਾਤਾਰ ਯਤਨ ਕੀਤੇ ਜਾ ਰਹੇ ਹਨ। ਇਸ ਮੌਕੇ ਵੱਡੀ ਗਿਣਤੀ ਵਿੱਚ ਪਤਵੰਤੇ ਸੱਜਣ ਅਤੇ ਪਿੰਡ ਵਾਸੀ ਹਾਜ਼ਰ ਸਨ। ਅਧਿਕਾਰੀਆਂ ਨੇ ਦੱਸਿਆ ਕਿ ਸਾਰੇ ਕੰਮ ਸਮੇਂ ਸਿਰ ਮੁਕੰਮਲ ਕੀਤੇ ਜਾਣਗੇ ਅਤੇ ਲੋਕਾਂ ਦੀਆਂ ਸਮੱਸਿਆਵਾਂ ਦਾ ਹੱਲ ਪਹਿਲ ਦੇ ਆਧਾਰ ਤੇ ਕੀਤਾ ਜਾਵੇਗਾ। ਉਨ੍ਹਾਂ ਕਿਹਾ ਕਿ ਹਰ ਨਾਗਰਿਕ ਦਾ ਫਰਜ਼ ਹੈ ਕਿ ਉਹ ਸਮਾਜ ਦੀ ਭਲਾਈ ਲਈ ਅੱਗੇ ਆਵੇ। ਜ਼ਿਲ੍ਹੇ ਦੇ ਪਿੰਡਾਂ ਵਿੱਚ ਵਿਕਾਸ ਕਾਰਜਾਂ ਨੂੰ ਤੇਜ਼ ਕਰਨ ਲਈ ਸਰਕਾਰ ਵੱਲੋਂ ਲਗਾਤਾਰ ਯਤਨ ਕੀਤੇ ਜਾ ਰਹੇ ਹਨ। ਇਸ ਮੌਕੇ ਵੱਡੀ ਗਿਣਤੀ ਵਿੱਚ ਪਤਵੰਤੇ ਸੱਜਣ ਅਤੇ ਪਿੰਡ ਵਾਸੀ ਹਾਜ਼ਰ ਸਨ। ਅਧਿਕਾਰੀਆਂ ਨੇ ਦੱਸਿਆ ਕਿ ਸਾਰੇ ਕੰਮ ਸਮੇਂ ਸਿਰ ਮੁਕੰਮਲ ਕੀਤੇ ਜਾਣਗੇ ਅਤੇ ਲੋਕਾਂ ਦੀਆਂ ਸਮੱਸਿਆਵਾਂ ਦਾ ਹੱਲ ਪਹਿਲ ਦੇ ਆਧਾਰ ਤੇ ਕੀਤਾ ਜਾਵੇਗਾ। ਉਨ੍ਹਾਂ ਕਿਹਾ ਕਿ ਹਰ ਨਾਗਰਿਕ ਦਾ ਫਰਜ਼ ਹੈ ਕਿ ਉਹ ਸਮਾਜ ਦੀ ਭਲਾਈ ਲਈ ਅੱਗੇ ਆਵੇ। ਜ਼ਿਲ੍ਹੇ ਦੇ ਪਿੰਡਾਂ ਵਿੱਚ ਵਿਕਾਸ ਕਾਰਜਾਂ ਨੂੰ ਤੇਜ਼ ਕਰਨ ਲਈ ਸਰਕਾਰ ਵੱਲੋਂ ਲਗਾਤਾਰ ਯਤਨ ਕੀਤੇ ਜਾ ਰਹੇ ਹਨ।: [335, 191, 397, 267]
- column-rule: [133, 16, 134, 610]
- news-photo: [271, 379, 399, 427]
- byline-tag: ਬਿਊਰੋ ਪੰਜਾਬ: [6, 352, 27, 357]
- byline-tag: ਬਿਊਰੋ ਪੰਜਾਬ: [6, 84, 27, 89]
- story-body: ਜ਼ਿਲ੍ਹੇ ਦੇ ਪਿੰਡਾਂ ਵਿੱਚ ਵਿਕਾਸ ਕਾਰਜਾਂ ਨੂੰ ਤੇਜ਼ ਕਰਨ ਲਈ ਸਰਕਾਰ ਵੱਲੋਂ ਲਗਾਤਾਰ ਯਤਨ ਕੀਤੇ ਜਾ ਰਹੇ ਹਨ। ਇਸ ਮੌਕੇ ਵੱਡੀ ਗਿਣਤੀ ਵਿੱਚ ਪਤਵੰਤੇ ਸੱਜਣ ਅਤੇ ਪਿੰਡ ਵਾਸੀ ਹਾਜ਼ਰ ਸਨ। ਅਧਿਕਾਰੀਆਂ ਨੇ ਦੱਸਿਆ ਕਿ ਸਾਰੇ ਕੰਮ ਸਮੇਂ ਸਿਰ ਮੁਕੰਮਲ ਕੀਤੇ ਜਾਣਗੇ ਅਤੇ ਲੋਕਾਂ ਦੀਆਂ ਸਮੱਸਿਆਵਾਂ ਦਾ ਹੱਲ ਪਹਿਲ ਦੇ ਆਧਾਰ ਤੇ ਕੀਤਾ ਜਾਵੇਗਾ। ਉਨ੍ਹਾਂ ਕਿਹਾ ਕਿ ਹਰ ਨਾਗਰਿਕ ਦਾ ਫਰਜ਼ ਹੈ ਕਿ ਉਹ ਸਮਾਜ ਦੀ ਭਲਾਈ ਲਈ ਅੱਗੇ ਆਵੇ। ਜ਼ਿਲ੍ਹੇ ਦੇ ਪਿੰਡਾਂ ਵਿੱਚ ਵਿਕਾਸ ਕਾਰਜਾਂ ਨੂੰ ਤੇਜ਼ ਕਰਨ ਲਈ ਸਰਕਾਰ ਵੱਲੋਂ ਲਗਾਤਾਰ ਯਤਨ ਕੀਤੇ ਜਾ ਰਹੇ ਹਨ। ਇਸ ਮੌਕੇ ਵੱਡੀ ਗਿਣਤੀ ਵਿੱਚ ਪਤਵੰਤੇ ਸੱਜਣ ਅਤੇ ਪਿੰਡ ਵਾਸੀ ਹਾਜ਼ਰ ਸਨ। ਅਧਿਕਾਰੀਆਂ ਨੇ ਦੱਸਿਆ ਕਿ ਸਾਰੇ ਕੰਮ ਸਮੇਂ ਸਿਰ ਮੁਕੰਮਲ ਕੀਤੇ ਜਾਣਗੇ ਅਤੇ ਲੋਕਾਂ ਦੀਆਂ ਸਮੱਸਿਆਵਾਂ ਦਾ ਹੱਲ ਪਹਿਲ ਦੇ ਆਧਾਰ ਤੇ ਕੀਤਾ: [201, 464, 263, 523]
- story-body: ਜ਼ਿਲ੍ਹੇ ਦੇ ਪਿੰਡਾਂ ਵਿੱਚ ਵਿਕਾਸ ਕਾਰਜਾਂ ਨੂੰ ਤੇਜ਼ ਕਰਨ ਲਈ ਸਰਕਾਰ ਵੱਲੋਂ ਲਗਾਤਾਰ ਯਤਨ ਕੀਤੇ ਜਾ ਰਹੇ ਹਨ। ਇਸ ਮੌਕੇ ਵੱਡੀ ਗਿਣਤੀ ਵਿੱਚ ਪਤਵੰਤੇ ਸੱਜਣ ਅਤੇ ਪਿੰਡ ਵਾਸੀ ਹਾਜ਼ਰ ਸਨ। ਅਧਿਕਾਰੀਆਂ ਨੇ ਦੱਸਿਆ ਕਿ ਸਾਰੇ ਕੰਮ ਸਮੇਂ ਸਿਰ ਮੁਕੰਮਲ ਕੀਤੇ ਜਾਣਗੇ ਅਤੇ ਲੋਕਾਂ ਦੀਆਂ ਸਮੱਸਿਆਵਾਂ ਦਾ ਹੱਲ ਪਹਿਲ ਦੇ ਆਧਾਰ ਤੇ ਕੀਤਾ ਜਾਵੇਗਾ। ਉਨ੍ਹਾਂ ਕਿਹਾ ਕਿ ਹਰ ਨਾਗਰਿਕ ਦਾ ਫਰਜ਼ ਹੈ ਕਿ ਉਹ ਸਮਾਜ ਦੀ ਭਲਾਈ ਲਈ ਅੱਗੇ ਆਵੇ। ਜ਼ਿਲ੍ਹੇ ਦੇ ਪਿੰਡਾਂ ਵਿੱਚ ਵਿਕਾਸ ਕਾਰਜਾਂ ਨੂੰ ਤੇਜ਼ ਕਰਨ ਲਈ ਸਰਕਾਰ ਵੱਲੋਂ ਲਗਾਤਾਰ ਯਤਨ ਕੀਤੇ ਜਾ ਰਹੇ ਹਨ। ਇਸ ਮੌਕੇ ਵੱਡੀ ਗਿਣਤੀ ਵਿੱਚ ਪਤਵੰਤੇ ਸੱਜਣ ਅਤੇ ਪਿੰਡ ਵਾਸੀ ਹਾਜ਼ਰ ਸਨ। ਅਧਿਕਾਰੀਆਂ ਨੇ ਦੱਸਿਆ ਕਿ ਸਾਰੇ ਕੰਮ ਸਮੇਂ ਸਿਰ ਮੁਕੰਮਲ ਕੀਤੇ ਜਾਣਗੇ ਅਤੇ ਲੋਕਾਂ ਦੀਆਂ ਸਮੱਸਿਆਵਾਂ ਦਾ ਹੱਲ ਪਹਿਲ ਦੇ ਆਧਾਰ ਤੇ ਕੀਤਾ ਜਾਵੇਗਾ। ਉਨ੍ਹਾਂ ਕਿਹਾ ਕਿ ਹਰ ਨਾਗਰਿਕ ਦਾ ਫਰਜ਼ ਹੈ: [201, 544, 263, 606]
- news-photo: [68, 94, 132, 154]
- story-divider: [4, 290, 130, 291]
- story-body: ਜ਼ਿਲ੍ਹੇ ਦੇ ਪਿੰਡਾਂ ਵਿੱਚ ਵਿਕਾਸ ਕਾਰਜਾਂ ਨੂੰ ਤੇਜ਼ ਕਰਨ ਲਈ ਸਰਕਾਰ ਵੱਲੋਂ ਲਗਾਤਾਰ ਯਤਨ ਕੀਤੇ ਜਾ ਰਹੇ ਹਨ। ਇਸ ਮੌਕੇ ਵੱਡੀ ਗਿਣਤੀ ਵਿੱਚ ਪਤਵੰਤੇ ਸੱਜਣ ਅਤੇ ਪਿੰਡ ਵਾਸੀ ਹਾਜ਼ਰ ਸਨ। ਅਧਿਕਾਰੀਆਂ ਨੇ ਦੱਸਿਆ ਕਿ ਸਾਰੇ ਕੰਮ ਸਮੇਂ ਸਿਰ ਮੁਕੰਮਲ ਕੀਤੇ ਜਾਣਗੇ ਅਤੇ ਲੋਕਾਂ ਦੀਆਂ ਸਮੱਸਿਆਵਾਂ ਦਾ ਹੱਲ ਪਹਿਲ ਦੇ ਆਧਾਰ ਤੇ ਕੀਤਾ ਜਾਵੇਗਾ। ਉਨ੍ਹਾਂ ਕਿਹਾ ਕਿ ਹਰ ਨਾਗਰਿਕ ਦਾ ਫਰਜ਼ ਹੈ ਕਿ ਉਹ ਸਮਾਜ ਦੀ ਭਲਾਈ ਲਈ ਅੱਗੇ ਆਵੇ। ਜ਼ਿਲ੍ਹੇ ਦੇ ਪਿੰਡਾਂ ਵਿੱਚ ਵਿਕਾਸ ਕਾਰਜਾਂ ਨੂੰ ਤੇਜ਼ ਕਰਨ ਲਈ ਸਰਕਾਰ ਵੱਲੋਂ ਲਗਾਤਾਰ ਯਤਨ ਕੀਤੇ ਜਾ ਰਹੇ ਹਨ। ਇਸ ਮੌਕੇ ਵੱਡੀ ਗਿਣਤੀ ਵਿੱਚ ਪਤਵੰਤੇ ਸੱਜਣ ਅਤੇ ਪਿੰਡ ਵਾਸੀ ਹਾਜ਼ਰ ਸਨ। ਅਧਿਕਾਰੀਆਂ ਨੇ ਦੱਸਿਆ ਕਿ ਸਾਰੇ: [68, 40, 130, 91]
- masthead-logo: ਪੰਜਾਬ ਟਾਈਮਜ਼: [3, 2, 79, 14]
- story-headline: ਡਿਪਟੀ ਕਮਿਸ਼ਨਰ ਵੱਲੋਂ ਵਿਕਾਸ ਕਾਰਜਾਂ ਦਾ ਜਾਇਜ਼ਾ: [137, 18, 247, 24]
- story-body: ਜ਼ਿਲ੍ਹੇ ਦੇ ਪਿੰਡਾਂ ਵਿੱਚ ਵਿਕਾਸ ਕਾਰਜਾਂ ਨੂੰ ਤੇਜ਼ ਕਰਨ ਲਈ ਸਰਕਾਰ ਵੱਲੋਂ ਲਗਾਤਾਰ ਯਤਨ ਕੀਤੇ ਜਾ ਰਹੇ ਹਨ। ਇਸ ਮੌਕੇ ਵੱਡੀ ਗਿਣਤੀ ਵਿੱਚ ਪਤਵੰਤੇ ਸੱਜਣ ਅਤੇ ਪਿੰਡ ਵਾਸੀ ਹਾਜ਼ਰ ਸਨ। ਅਧਿਕਾਰੀਆਂ ਨੇ ਦੱਸਿਆ ਕਿ ਸਾਰੇ: [335, 341, 397, 358]
- column-rule: [267, 16, 268, 610]
- story-headline: ਵਿਧਾਇਕ ਗੁਰਪ੍ਰੀਤ ਸਿੰਘ ਜੀਪੀ ਦੇ ਯਤਨਾਂ ਨਾਲ ਪਿੰਡਾਂ ਦੀ ਤਰੱਕੀ ਲਈ ਗਰਾਂਟਾਂ ਦੇ ਚੈੱਕ ਵੰਡੇ: [4, 18, 129, 31]
- story-body: ਜ਼ਿਲ੍ਹੇ ਦੇ ਪਿੰਡਾਂ ਵਿੱਚ ਵਿਕਾਸ ਕਾਰਜਾਂ ਨੂੰ ਤੇਜ਼ ਕਰਨ ਲਈ ਸਰਕਾਰ ਵੱਲੋਂ ਲਗਾਤਾਰ ਯਤਨ ਕੀਤੇ ਜਾ ਰਹੇ ਹਨ। ਇਸ ਮੌਕੇ ਵੱਡੀ ਗਿਣਤੀ ਵਿੱਚ ਪਤਵੰਤੇ ਸੱਜਣ ਅਤੇ ਪਿੰਡ ਵਾਸੀ ਹਾਜ਼ਰ ਸਨ। ਅਧਿਕਾਰੀਆਂ ਨੇ ਦੱਸਿਆ ਕਿ ਸਾਰੇ ਕੰਮ ਸਮੇਂ ਸਿਰ ਮੁਕੰਮਲ ਕੀਤੇ ਜਾਣਗੇ ਅਤੇ ਲੋਕਾਂ ਦੀਆਂ ਸਮੱਸਿਆਵਾਂ ਦਾ ਹੱਲ ਪਹਿਲ ਦੇ ਆਧਾਰ ਤੇ ਕੀਤਾ ਜਾਵੇਗਾ। ਉਨ੍ਹਾਂ ਕਿਹਾ ਕਿ ਹਰ ਨਾਗਰਿਕ ਦਾ ਫਰਜ਼ ਹੈ ਕਿ ਉਹ ਸਮਾਜ ਦੀ ਭਲਾਈ ਲਈ ਅੱਗੇ ਆਵੇ। ਜ਼ਿਲ੍ਹੇ ਦੇ ਪਿੰਡਾਂ ਵਿੱਚ ਵਿਕਾਸ ਕਾਰਜਾਂ ਨੂੰ ਤੇਜ਼ ਕਰਨ ਲਈ ਸਰਕਾਰ ਵੱਲੋਂ ਲਗਾਤਾਰ ਯਤਨ ਕੀਤੇ ਜਾ ਰਹੇ ਹਨ। ਇਸ ਮੌਕੇ ਵੱਡੀ ਗਿਣਤੀ ਵਿੱਚ ਪਤਵੰਤੇ ਸੱਜਣ ਅਤੇ ਪਿੰਡ ਵਾਸੀ ਹਾਜ਼ਰ ਸਨ। ਅਧਿਕਾਰੀਆਂ ਨੇ ਦੱਸਿਆ ਕਿ ਸਾਰੇ: [68, 310, 130, 360]
- story-divider: [137, 255, 263, 256]
- news-photo: [201, 274, 265, 324]
- news-photo: [4, 40, 68, 90]
- news-photo: [271, 507, 335, 549]
- story-divider: [4, 530, 130, 531]
- story-body: ਜ਼ਿਲ੍ਹੇ ਦੇ ਪਿੰਡਾਂ ਵਿੱਚ ਵਿਕਾਸ ਕਾਰਜਾਂ ਨੂੰ ਤੇਜ਼ ਕਰਨ ਲਈ ਸਰਕਾਰ ਵੱਲੋਂ ਲਗਾਤਾਰ ਯਤਨ ਕੀਤੇ ਜਾ ਰਹੇ ਹਨ। ਇਸ ਮੌਕੇ ਵੱਡੀ ਗਿਣਤੀ ਵਿੱਚ ਪਤਵੰਤੇ ਸੱਜਣ ਅਤੇ ਪਿੰਡ ਵਾਸੀ ਹਾਜ਼ਰ ਸਨ। ਅਧਿਕਾਰੀਆਂ ਨੇ ਦੱਸਿਆ ਕਿ ਸਾਰੇ ਕੰਮ ਸਮੇਂ ਸਿਰ ਮੁਕੰਮਲ ਕੀਤੇ ਜਾਣਗੇ ਅਤੇ ਲੋਕਾਂ ਦੀਆਂ ਸਮੱਸਿਆਵਾਂ ਦਾ ਹੱਲ ਪਹਿਲ ਦੇ ਆਧਾਰ ਤੇ ਕੀਤਾ ਜਾਵੇਗਾ। ਉਨ੍ਹਾਂ ਕਿਹਾ ਕਿ ਹਰ ਨਾਗਰਿਕ ਦਾ ਫਰਜ਼ ਹੈ ਕਿ ਉਹ ਸਮਾਜ ਦੀ ਭਲਾਈ ਲਈ ਅੱਗੇ ਆਵੇ। ਜ਼ਿਲ੍ਹੇ ਦੇ ਪਿੰਡਾਂ ਵਿੱਚ ਵਿਕਾਸ ਕਾਰਜਾਂ ਨੂੰ ਤੇਜ਼ ਕਰਨ ਲਈ ਸਰਕਾਰ ਵੱਲੋਂ ਲਗਾਤਾਰ ਯਤਨ ਕੀਤੇ ਜਾ ਰਹੇ ਹਨ। ਇਸ ਮੌਕੇ ਵੱਡੀ ਗਿਣਤੀ ਵਿੱਚ ਪਤਵੰਤੇ ਸੱਜਣ ਅਤੇ ਪਿੰਡ ਵਾਸੀ ਹਾਜ਼ਰ ਸਨ। ਅਧਿਕਾਰੀਆਂ ਨੇ ਦੱਸਿਆ ਕਿ ਸਾਰੇ ਕੰਮ ਸਮੇਂ ਸਿਰ ਮੁਕੰਮਲ ਕੀਤੇ ਜਾਣਗੇ ਅਤੇ ਲੋਕਾਂ ਦੀਆਂ ਸਮੱਸਿਆਵਾਂ ਦਾ ਹੱਲ ਪਹਿਲ ਦੇ ਆਧਾਰ ਤੇ ਕੀਤਾ ਜਾਵੇਗਾ। ਉਨ੍ਹਾਂ ਕਿਹਾ ਕਿ ਹਰ ਨਾਗਰਿਕ ਦਾ ਫਰਜ਼ ਹੈ ਕਿ ਉਹ ਸਮਾਜ ਦੀ ਭਲਾਈ ਲਈ ਅੱਗੇ ਆਵੇ। ਜ਼ਿਲ੍ਹੇ ਦੇ ਪਿੰਡਾਂ ਵਿੱਚ ਵਿਕਾਸ ਕਾਰਜਾਂ ਨੂੰ ਤੇਜ਼ ਕਰਨ ਲਈ ਸਰਕਾਰ ਵੱਲੋਂ ਲਗਾਤਾਰ ਯਤਨ ਕੀਤੇ ਜਾ ਰਹੇ ਹਨ।: [271, 191, 333, 267]
- story-body: ਜ਼ਿਲ੍ਹੇ ਦੇ ਪਿੰਡਾਂ ਵਿੱਚ ਵਿਕਾਸ ਕਾਰਜਾਂ ਨੂੰ ਤੇਜ਼ ਕਰਨ ਲਈ ਸਰਕਾਰ ਵੱਲੋਂ ਲਗਾਤਾਰ ਯਤਨ ਕੀਤੇ ਜਾ ਰਹੇ ਹਨ। ਇਸ ਮੌਕੇ ਵੱਡੀ ਗਿਣਤੀ ਵਿੱਚ ਪਤਵੰਤੇ ਸੱਜਣ ਅਤੇ ਪਿੰਡ ਵਾਸੀ ਹਾਜ਼ਰ ਸਨ। ਅਧਿਕਾਰੀਆਂ ਨੇ ਦੱਸਿਆ ਕਿ ਸਾਰੇ ਕੰਮ ਸਮੇਂ ਸਿਰ ਮੁਕੰਮਲ ਕੀਤੇ ਜਾਣਗੇ ਅਤੇ ਲੋਕਾਂ ਦੀਆਂ ਸਮੱਸਿਆਵਾਂ ਦਾ ਹੱਲ ਪਹਿਲ ਦੇ ਆਧਾਰ ਤੇ ਕੀਤਾ ਜਾਵੇਗਾ। ਉਨ੍ਹਾਂ ਕਿਹਾ ਕਿ ਹਰ ਨਾਗਰਿਕ ਦਾ ਫਰਜ਼ ਹੈ ਕਿ ਉਹ ਸਮਾਜ ਦੀ ਭਲਾਈ ਲਈ ਅੱਗੇ ਆਵੇ। ਜ਼ਿਲ੍ਹੇ ਦੇ ਪਿੰਡਾਂ ਵਿੱਚ ਵਿਕਾਸ ਕਾਰਜਾਂ ਨੂੰ ਤੇਜ਼ ਕਰਨ ਲਈ ਸਰਕਾਰ ਵੱਲੋਂ ਲਗਾਤਾਰ ਯਤਨ ਕੀਤੇ ਜਾ ਰਹੇ ਹਨ। ਇਸ ਮੌਕੇ ਵੱਡੀ ਗਿਣਤੀ ਵਿੱਚ ਪਤਵੰਤੇ ਸੱਜਣ ਅਤੇ ਪਿੰਡ ਵਾਸੀ ਹਾਜ਼ਰ ਸਨ। ਅਧਿਕਾਰੀਆਂ ਨੇ ਦੱਸਿਆ ਕਿ ਸਾਰੇ ਕੰਮ ਸਮੇਂ ਸਿਰ ਮੁਕੰਮਲ ਕੀਤੇ ਜਾਣਗੇ ਅਤੇ ਲੋਕਾਂ ਦੀਆਂ ਸਮੱਸਿਆਵਾਂ ਦਾ ਹੱਲ ਪਹਿਲ ਦੇ ਆਧਾਰ ਤੇ ਕੀਤਾ ਜਾਵੇਗਾ। ਉਨ੍ਹਾਂ ਕਿਹਾ ਕਿ ਹਰ ਨਾਗਰਿਕ ਦਾ ਫਰਜ਼ ਹੈ ਕਿ ਉਹ ਸਮਾਜ ਦੀ ਭਲਾਈ ਲਈ ਅੱਗੇ ਆਵੇ।: [4, 360, 130, 394]
- news-photo: [4, 310, 68, 358]
- story-body: ਜ਼ਿਲ੍ਹੇ ਦੇ ਪਿੰਡਾਂ ਵਿੱਚ ਵਿਕਾਸ ਕਾਰਜਾਂ ਨੂੰ ਤੇਜ਼ ਕਰਨ ਲਈ ਸਰਕਾਰ ਵੱਲੋਂ ਲਗਾਤਾਰ ਯਤਨ ਕੀਤੇ ਜਾ ਰਹੇ ਹਨ। ਇਸ ਮੌਕੇ ਵੱਡੀ ਗਿਣਤੀ ਵਿੱਚ ਪਤਵੰਤੇ ਸੱਜਣ ਅਤੇ ਪਿੰਡ ਵਾਸੀ ਹਾਜ਼ਰ ਸਨ। ਅਧਿਕਾਰੀਆਂ ਨੇ ਦੱਸਿਆ ਕਿ ਸਾਰੇ ਕੰਮ ਸਮੇਂ ਸਿਰ ਮੁਕੰਮਲ ਕੀਤੇ ਜਾਣਗੇ ਅਤੇ ਲੋਕਾਂ ਦੀਆਂ ਸਮੱਸਿਆਵਾਂ ਦਾ ਹੱਲ ਪਹਿਲ ਦੇ ਆਧਾਰ ਤੇ ਕੀਤਾ ਜਾਵੇਗਾ। ਉਨ੍ਹਾਂ ਕਿਹਾ ਕਿ ਹਰ ਨਾਗਰਿਕ ਦਾ ਫਰਜ਼ ਹੈ ਕਿ ਉਹ ਸਮਾਜ ਦੀ ਭਲਾਈ ਲਈ ਅੱਗੇ ਆਵੇ। ਜ਼ਿਲ੍ਹੇ ਦੇ ਪਿੰਡਾਂ ਵਿੱਚ ਵਿਕਾਸ ਕਾਰਜਾਂ ਨੂੰ ਤੇਜ਼ ਕਰਨ ਲਈ ਸਰਕਾਰ ਵੱਲੋਂ ਲਗਾਤਾਰ ਯਤਨ ਕੀਤੇ ਜਾ ਰਹੇ ਹਨ। ਇਸ ਮੌਕੇ ਵੱਡੀ ਗਿਣਤੀ ਵਿੱਚ ਪਤਵੰਤੇ ਸੱਜਣ ਅਤੇ ਪਿੰਡ ਵਾਸੀ ਹਾਜ਼ਰ ਸਨ। ਅਧਿਕਾਰੀਆਂ ਨੇ ਦੱਸਿਆ ਕਿ ਸਾਰੇ ਕੰਮ ਸਮੇਂ ਸਿਰ ਮੁਕੰਮਲ ਕੀਤੇ ਜਾਣਗੇ ਅਤੇ ਲੋਕਾਂ ਦੀਆਂ ਸਮੱਸਿਆਵਾਂ ਦਾ ਹੱਲ ਪਹਿਲ ਦੇ ਆਧਾਰ ਤੇ ਕੀਤਾ: [4, 92, 66, 151]
- story-body: ਜ਼ਿਲ੍ਹੇ ਦੇ ਪਿੰਡਾਂ ਵਿੱਚ ਵਿਕਾਸ ਕਾਰਜਾਂ ਨੂੰ ਤੇਜ਼ ਕਰਨ ਲਈ ਸਰਕਾਰ ਵੱਲੋਂ ਲਗਾਤਾਰ ਯਤਨ ਕੀਤੇ ਜਾ ਰਹੇ ਹਨ। ਇਸ ਮੌਕੇ ਵੱਡੀ ਗਿਣਤੀ ਵਿੱਚ ਪਤਵੰਤੇ ਸੱਜਣ ਅਤੇ ਪਿੰਡ ਵਾਸੀ ਹਾਜ਼ਰ ਸਨ। ਅਧਿਕਾਰੀਆਂ ਨੇ ਦੱਸਿਆ ਕਿ ਸਾਰੇ ਕੰਮ ਸਮੇਂ ਸਿਰ ਮੁਕੰਮਲ ਕੀਤੇ ਜਾਣਗੇ ਅਤੇ ਲੋਕਾਂ ਦੀਆਂ ਸਮੱਸਿਆਵਾਂ ਦਾ ਹੱਲ ਪਹਿਲ ਦੇ ਆਧਾਰ ਤੇ ਕੀਤਾ ਜਾਵੇਗਾ। ਉਨ੍ਹਾਂ ਕਿਹਾ ਕਿ ਹਰ ਨਾਗਰਿਕ ਦਾ ਫਰਜ਼ ਹੈ ਕਿ ਉਹ ਸਮਾਜ ਦੀ ਭਲਾਈ ਲਈ ਅੱਗੇ ਆਵੇ।: [335, 567, 397, 601]
- story-divider: [137, 447, 263, 448]
- news-photo: [335, 289, 399, 341]
- story-divider: [271, 270, 397, 271]
- news-photo: [271, 35, 335, 93]
- story-body: ਜ਼ਿਲ੍ਹੇ ਦੇ ਪਿੰਡਾਂ ਵਿੱਚ ਵਿਕਾਸ ਕਾਰਜਾਂ ਨੂੰ ਤੇਜ਼ ਕਰਨ ਲਈ ਸਰਕਾਰ ਵੱਲੋਂ ਲਗਾਤਾਰ ਯਤਨ ਕੀਤੇ ਜਾ ਰਹੇ ਹਨ। ਇਸ ਮੌਕੇ ਵੱਡੀ ਗਿਣਤੀ ਵਿੱਚ ਪਤਵੰਤੇ ਸੱਜਣ ਅਤੇ ਪਿੰਡ ਵਾਸੀ ਹਾਜ਼ਰ ਸਨ। ਅਧਿਕਾਰੀਆਂ ਨੇ ਦੱਸਿਆ ਕਿ ਸਾਰੇ ਕੰਮ ਸਮੇਂ ਸਿਰ ਮੁਕੰਮਲ ਕੀਤੇ ਜਾਣਗੇ ਅਤੇ ਲੋਕਾਂ ਦੀਆਂ ਸਮੱਸਿਆਵਾਂ ਦਾ ਹੱਲ ਪਹਿਲ ਦੇ ਆਧਾਰ ਤੇ ਕੀਤਾ ਜਾਵੇਗਾ। ਉਨ੍ਹਾਂ ਕਿਹਾ ਕਿ ਹਰ ਨਾਗਰਿਕ ਦਾ ਫਰਜ਼ ਹੈ ਕਿ ਉਹ ਸਮਾਜ ਦੀ ਭਲਾਈ ਲਈ ਅੱਗੇ ਆਵੇ। ਜ਼ਿਲ੍ਹੇ ਦੇ ਪਿੰਡਾਂ ਵਿੱਚ ਵਿਕਾਸ ਕਾਰਜਾਂ ਨੂੰ ਤੇਜ਼ ਕਰਨ ਲਈ ਸਰਕਾਰ ਵੱਲੋਂ ਲਗਾਤਾਰ ਯਤਨ ਕੀਤੇ ਜਾ ਰਹੇ ਹਨ। ਇਸ ਮੌਕੇ ਵੱਡੀ ਗਿਣਤੀ ਵਿੱਚ ਪਤਵੰਤੇ ਸੱਜਣ ਅਤੇ ਪਿੰਡ ਵਾਸੀ ਹਾਜ਼ਰ ਸਨ। ਅਧਿਕਾਰੀਆਂ ਨੇ ਦੱਸਿਆ ਕਿ ਸਾਰੇ ਕੰਮ ਸਮੇਂ ਸਿਰ ਮੁਕੰਮਲ ਕੀਤੇ ਜਾਣਗੇ ਅਤੇ ਲੋਕਾਂ ਦੀਆਂ ਸਮੱਸਿਆਵਾਂ ਦਾ ਹੱਲ ਪਹਿਲ ਦੇ ਆਧਾਰ ਤੇ ਕੀਤਾ ਜਾਵੇਗਾ। ਉਨ੍ਹਾਂ ਕਿਹਾ ਕਿ ਹਰ ਨਾਗਰਿਕ ਦਾ ਫਰਜ਼ ਹੈ ਕਿ ਉਹ ਸਮਾਜ ਦੀ ਭਲਾਈ ਲਈ ਅੱਗੇ ਆਵੇ। ਜ਼ਿਲ੍ਹੇ ਦੇ ਪਿੰਡਾਂ ਵਿੱਚ ਵਿਕਾਸ ਕਾਰਜਾਂ ਨੂੰ ਤੇਜ਼ ਕਰਨ ਲਈ ਸਰਕਾਰ ਵੱਲੋਂ ਲਗਾਤਾਰ ਯਤਨ ਕੀਤੇ ਜਾ ਰਹੇ ਹਨ। ਇਸ ਮੌਕੇ ਵੱਡੀ ਗਿਣਤੀ ਵਿੱਚ ਪਤਵੰਤੇ ਸੱਜਣ ਅਤੇ ਪਿੰਡ: [201, 364, 263, 444]
- story-divider: [137, 527, 263, 528]
